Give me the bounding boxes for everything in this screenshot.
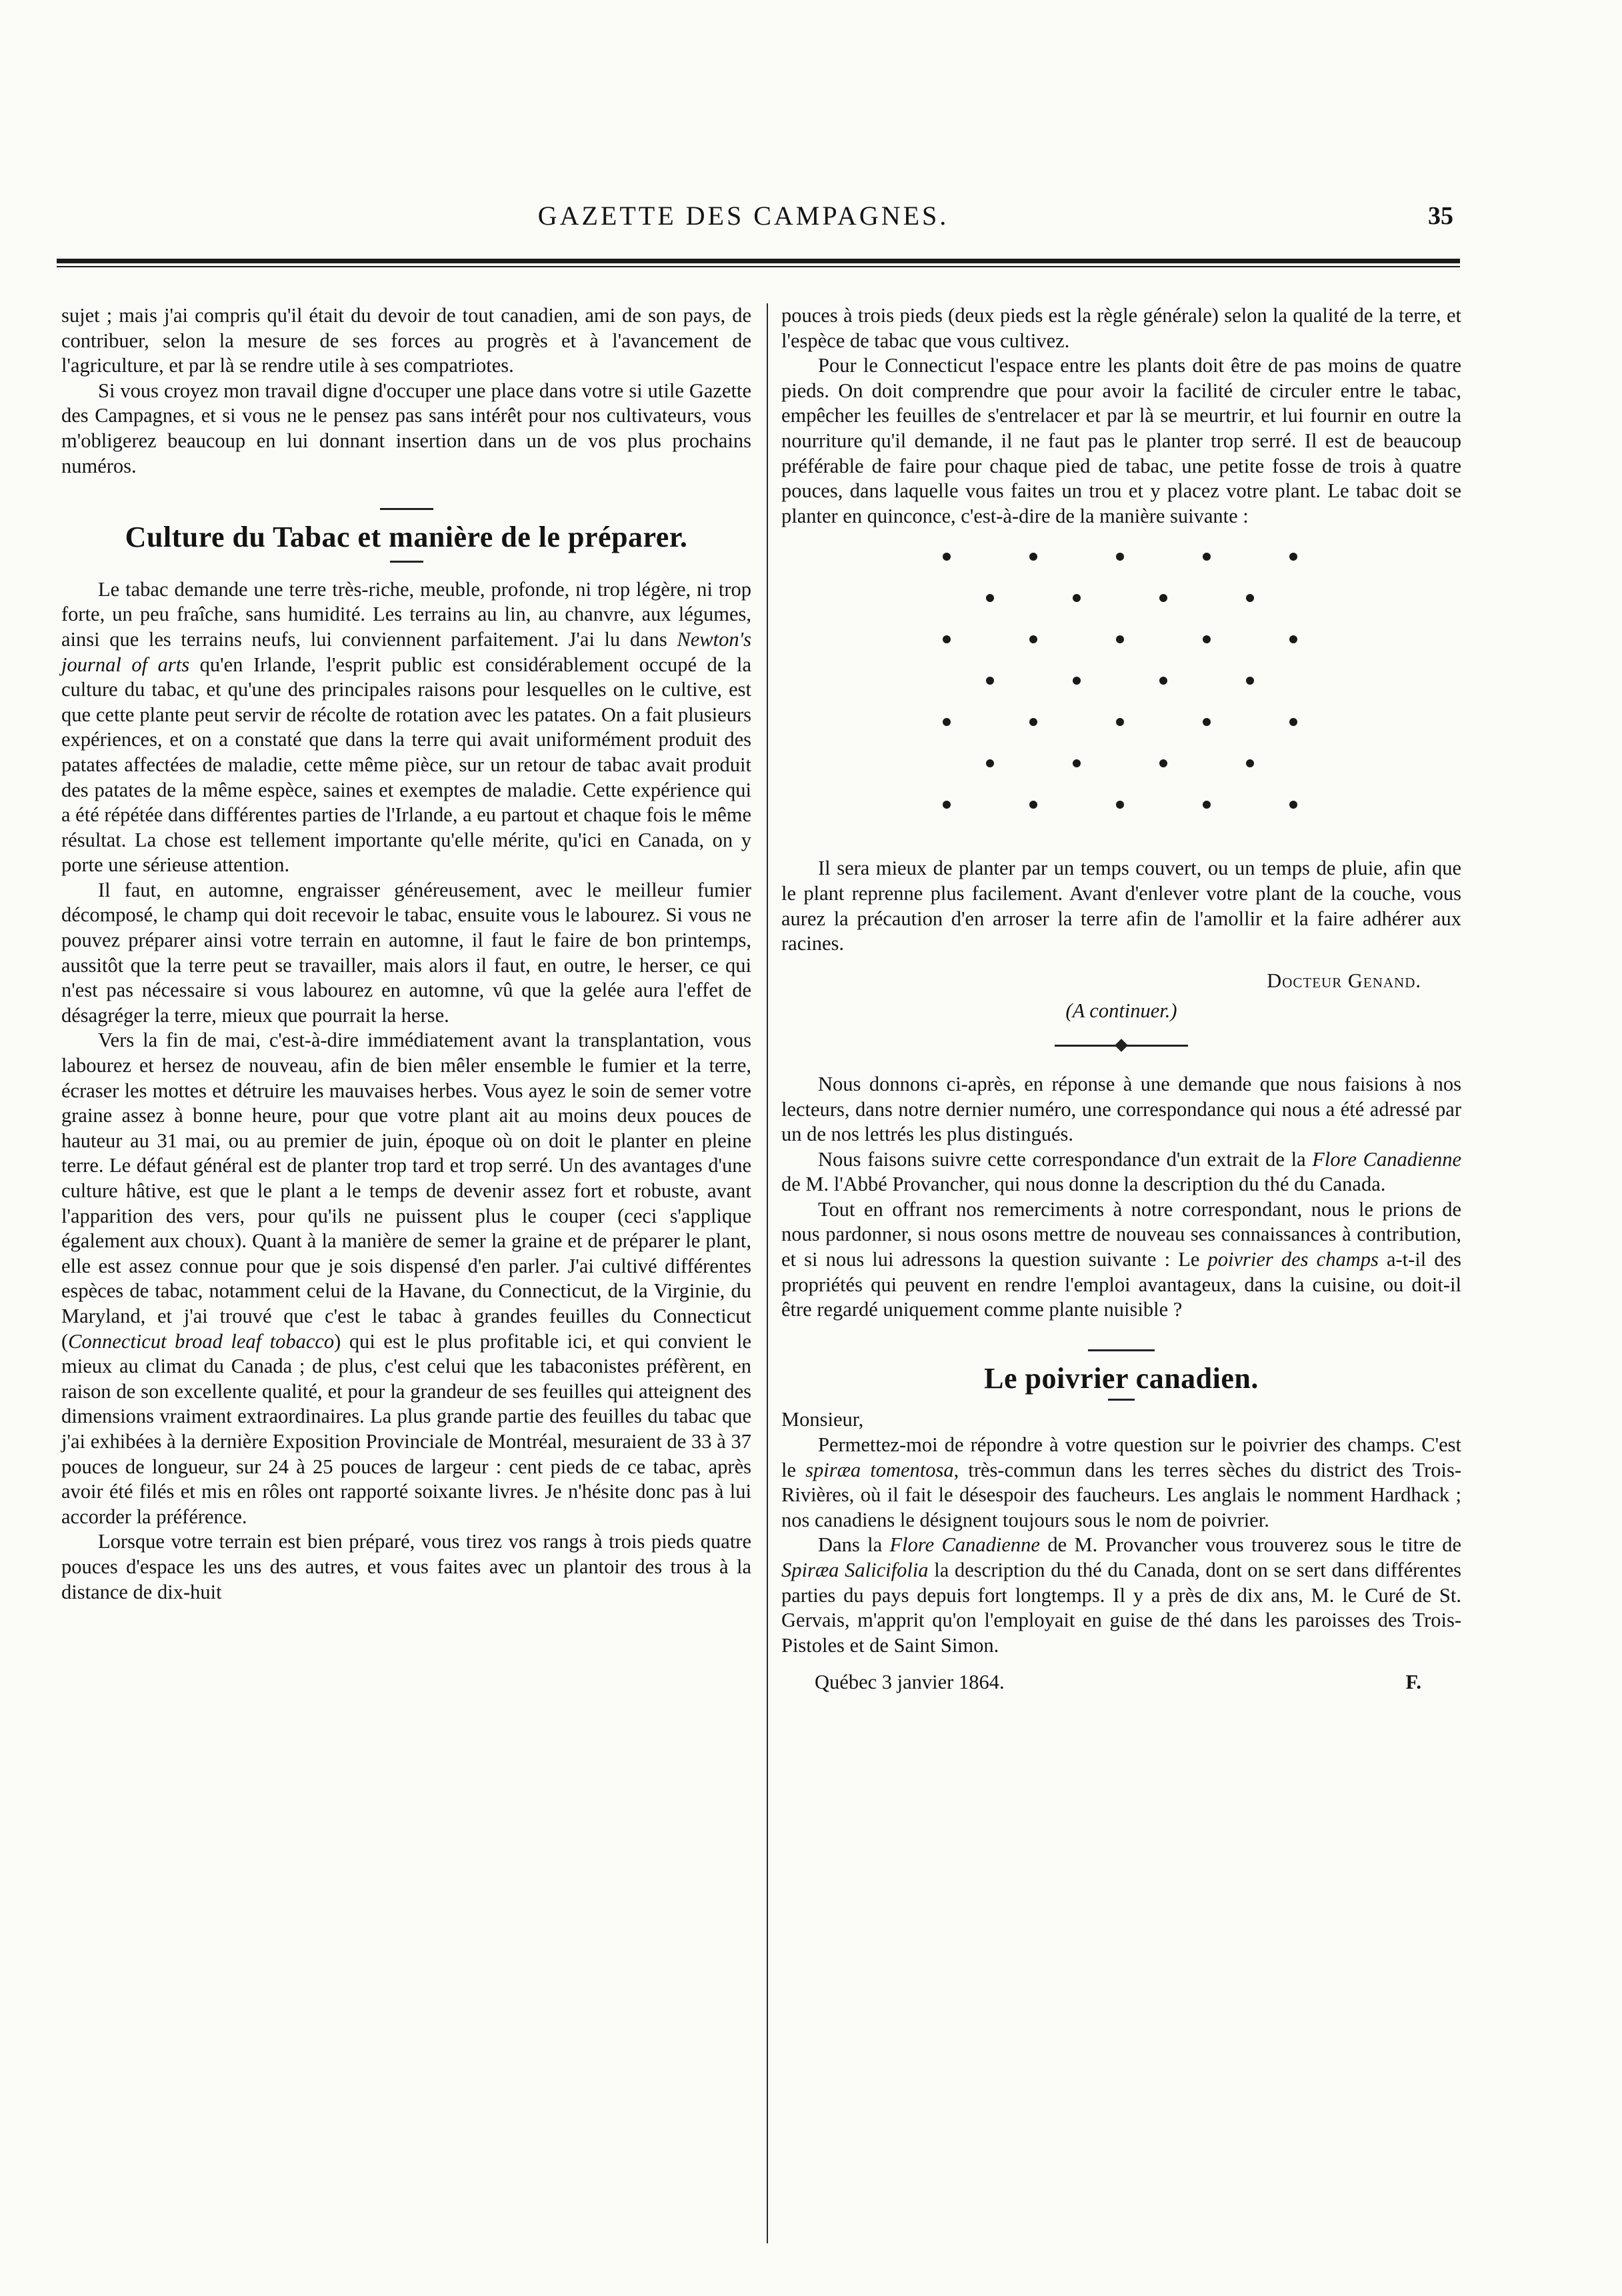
- planting-dot: [943, 718, 951, 726]
- planting-dot: [1203, 801, 1211, 809]
- letter-heading: Le poivrier canadien.: [984, 1361, 1259, 1395]
- article-paragraph-2: Il faut, en automne, engraisser généreusement, avec le meilleur fumier décomposé, le champ qui doit recevoir le tabac, ensuite vous le labourez. Si vous ne pouvez préparer ainsi votre terrain en automne, il faut le faire de bon printemps, aussitôt que la terre peut se travailler, mais alors il faut, en outre, le herser, ce qui n'est pas nécessaire si vous labourez en automne, vû que la gelée aura l'effet de désagréger la terre, mieux que pourrait la herse.: [61, 878, 751, 1027]
- planting-dot: [1073, 594, 1081, 602]
- ornament-separator: [781, 1039, 1461, 1052]
- continued-paragraph-1: pouces à trois pieds (deux pieds est la règle générale) selon la qualité de la terre, et l'espèce de tabac que vous cultivez.: [781, 304, 1461, 352]
- planting-dot: [1073, 759, 1081, 767]
- book-title-2: Flore Canadienne: [889, 1533, 1040, 1557]
- planting-dot: [986, 677, 994, 685]
- article-paragraph-1: Le tabac demande une terre très-riche, meuble, profonde, ni trop légère, ni trop forte, un peu fraîche, sans humidité. Les terrains au lin, au chanvre, aux légumes, ainsi que les terrains neufs, lui conviennent parfaitement. J'ai lu dans Newton's journal of arts qu'en Irlande, l'esprit public est considérablement occupé de la culture du tabac, et qu'une des principales raisons pour lesquelles on le cultive, est que cette plante peut servir de récolte de rotation avec les patates. On a fait plusieurs expériences, et on a constaté que dans la terre qui avait uniformément produit des patates affectées de maladie, cette même pièce, sur un retour de tabac avait produit des patates de la même espèce, saines et exemptes de maladie. Cette expérience qui a été répétée dans différentes parties de l'Irlande, a eu partout et chaque fois le même résultat. La chose est tellement importante qu'elle mérite, qu'ici en Canada, on y porte une sérieuse attention.: [61, 577, 751, 877]
- letter-date: Québec 3 janvier 1864.: [815, 1671, 1005, 1694]
- article-paragraph-3: Vers la fin de mai, c'est-à-dire immédiatement avant la transplantation, vous labourez et hersez de nouveau, afin de bien mêler ensemble le fumier et la terre, écraser les mottes et détruire les mauvaises herbes. Vous ayez le soin de semer votre graine assez à bonne heure, pour que votre plant ait au moins deux pouces de hauteur au 31 mai, ou au premier de juin, époque où on doit le planter en pleine terre. Le défaut général est de planter trop tard et trop serré. Un des avantages d'une culture hâtive, est que le plant a le temps de devenir assez fort et robuste, avant l'apparition des vers, pour qu'ils ne puissent plus le couper (ceci s'applique également aux choux). Quant à la manière de semer la graine et de préparer le plant, elle est assez connue pour que je sois dispensé d'en parler. J'ai cultivé différentes espèces de tabac, notamment celui de la Havane, du Connecticut, de la Virginie, du Maryland, et j'ai trouvé que c'est le tabac à grandes feuilles du Connecticut (Connecticut broad leaf tobacco) qui est le plus profitable ici, et qui convient le mieux au climat du Canada ; de plus, c'est celui que les tabaconistes préfèrent, en raison de son excellente qualité, et pour la grandeur de ses feuilles qui atteignent des dimensions vraiment extraordinaires. La plus grande partie des feuilles du tabac que j'ai exhibées à la dernière Exposition Provinciale de Montréal, mesuraient de 33 à 37 pouces de longueur, sur 24 à 25 pouces de largeur : cent pieds de ce tabac, après avoir été filés et mis en rôles ont rapporté soixante livres. Je n'hésite donc pas à lui accorder la préférence.: [61, 1029, 751, 1528]
- latin-name-1: spiræa tomentosa: [805, 1458, 954, 1481]
- article-heading: Culture du Tabac et manière de le préparer.: [125, 521, 688, 554]
- planting-dot: [1203, 718, 1211, 726]
- planting-dot: [1246, 677, 1254, 685]
- quincunx-planting-diagram: [781, 543, 1461, 840]
- editorial-paragraph-3: Tout en offrant nos remerciments à notre correspondant, nous le prions de nous pardonner, si nous osons mettre de nouveau ses connaissances à contribution, et si nous lui adressons la question suivante : Le poivrier des champs a-t-il des propriétés qui peuvent en rendre l'emploi avantageux, dans la cuisine, ou doit-il être regardé uniquement comme plante nuisible ?: [781, 1197, 1461, 1321]
- letter-paragraph-1: Permettez-moi de répondre à votre question sur le poivrier des champs. C'est le spiræa tomentosa, très-commun dans les terres sèches du district des Trois-Rivières, où il fait le désespoir des faucheurs. Les anglais le nomment Hardhack ; nos canadiens le désignent toujours sous le nom de poivrier.: [781, 1433, 1461, 1531]
- planting-dot: [1116, 553, 1124, 561]
- planting-dot: [1289, 553, 1297, 561]
- letter-paragraph-2: Dans la Flore Canadienne de M. Provancher vous trouverez sous le titre de Spiræa Salicifolia la description du thé du Canada, dont on se sert dans différentes parties du pays depuis fort longtemps. Il y a près de dix ans, M. le Curé de St. Gervais, m'apprit qu'on l'employait en guise de thé dans les paroisses des Trois-Pistoles et de Saint Simon.: [781, 1533, 1461, 1657]
- plant-name: poivrier des champs: [1207, 1248, 1379, 1271]
- editorial-paragraph-1: Nous donnons ci-après, en réponse à une demande que nous faisions à nos lecteurs, dans notre dernier numéro, une correspondance qui nous a été adressé par un de nos lettrés les plus distingués.: [781, 1072, 1461, 1146]
- intro-paragraph-1: sujet ; mais j'ai compris qu'il était du devoir de tout canadien, ami de son pays, de contribuer, selon la mesure de ses forces au progrès et à l'avancement de l'agriculture, et par là se rendre utile à ses compatriotes.: [61, 304, 751, 377]
- planting-dot: [1116, 801, 1124, 809]
- letter-salutation: Monsieur,: [781, 1408, 864, 1431]
- header-rule-thin: [57, 266, 1460, 267]
- planting-dot: [1029, 718, 1037, 726]
- planting-dot: [1289, 718, 1297, 726]
- planting-dot: [986, 594, 994, 602]
- right-column: [781, 303, 1461, 1695]
- journal-title: Newton's journal of arts: [61, 627, 751, 676]
- letter-initial: F.: [1405, 1671, 1421, 1694]
- planting-dot: [1029, 801, 1037, 809]
- planting-dot: [1116, 718, 1124, 726]
- header-rule-thick: [57, 259, 1460, 263]
- planting-dot: [1246, 759, 1254, 767]
- continued-paragraph-3: Il sera mieux de planter par un temps couvert, ou un temps de pluie, afin que le plant reprenne plus facilement. Avant d'enlever votre plant de la couche, vous aurez la précaution d'en arroser la terre afin de l'amollir et la faire adhérer aux racines.: [781, 857, 1461, 955]
- planting-dot: [1116, 635, 1124, 643]
- planting-dot: [1159, 594, 1167, 602]
- column-divider: [767, 303, 768, 2243]
- continued-paragraph-2: Pour le Connecticut l'espace entre les plants doit être de pas moins de quatre pieds. On doit comprendre que pour avoir la facilité de circuler entre le tabac, empêcher les feuilles de s'entrelacer et par là se meurtrir, et lui fournir en outre la nourriture qu'il demande, il ne faut pas le planter trop serré. Il est de beaucoup préférable de faire pour chaque pied de tabac, une petite fosse de trois à quatre pouces, dans laquelle vous faites un trou et y placez votre plant. Le tabac doit se planter en quinconce, c'est-à-dire de la manière suivante :: [781, 354, 1461, 527]
- page-header: [60, 200, 1453, 240]
- planting-dot: [1073, 677, 1081, 685]
- planting-dot: [1289, 635, 1297, 643]
- planting-dot: [1289, 801, 1297, 809]
- planting-dot: [1203, 553, 1211, 561]
- article-paragraph-4: Lorsque votre terrain est bien préparé, vous tirez vos rangs à trois pieds quatre pouces d'espace les uns des autres, et vous faites avec un plantoir des trous à la distance de dix-huit: [61, 1530, 751, 1603]
- planting-dot: [1159, 677, 1167, 685]
- planting-dot: [943, 635, 951, 643]
- quincunx-svg: [781, 543, 1461, 840]
- planting-dot: [1029, 635, 1037, 643]
- book-title: Flore Canadienne: [1312, 1147, 1461, 1171]
- planting-dot: [1029, 553, 1037, 561]
- planting-dot: [986, 759, 994, 767]
- planting-dot: [943, 801, 951, 809]
- left-column: [61, 303, 751, 1605]
- letter-dateline: [781, 1670, 1461, 1695]
- planting-dot: [943, 553, 951, 561]
- intro-paragraph-2: Si vous croyez mon travail digne d'occuper une place dans votre si utile Gazette des Campagnes, et si vous ne le pensez pas sans intérêt pour nos cultivateurs, vous m'obligerez beaucoup en lui donnant insertion dans un de vos plus prochains numéros.: [61, 379, 751, 477]
- latin-name-2: Spiræa Salicifolia: [781, 1559, 929, 1581]
- author-signature: Docteur Genand.: [1267, 969, 1421, 992]
- to-be-continued: (A continuer.): [1065, 999, 1177, 1023]
- planting-dot: [1246, 594, 1254, 602]
- tobacco-variety-name: Connecticut broad leaf tobacco: [68, 1329, 335, 1353]
- editorial-paragraph-2: Nous faisons suivre cette correspondance d'un extrait de la Flore Canadienne de M. l'Abbé Provancher, qui nous donne la description du thé du Canada.: [781, 1147, 1461, 1196]
- planting-dot: [1159, 759, 1167, 767]
- planting-dot: [1203, 635, 1211, 643]
- page-number: 35: [1428, 202, 1453, 230]
- running-title: GAZETTE DES CAMPAGNES.: [537, 201, 949, 231]
